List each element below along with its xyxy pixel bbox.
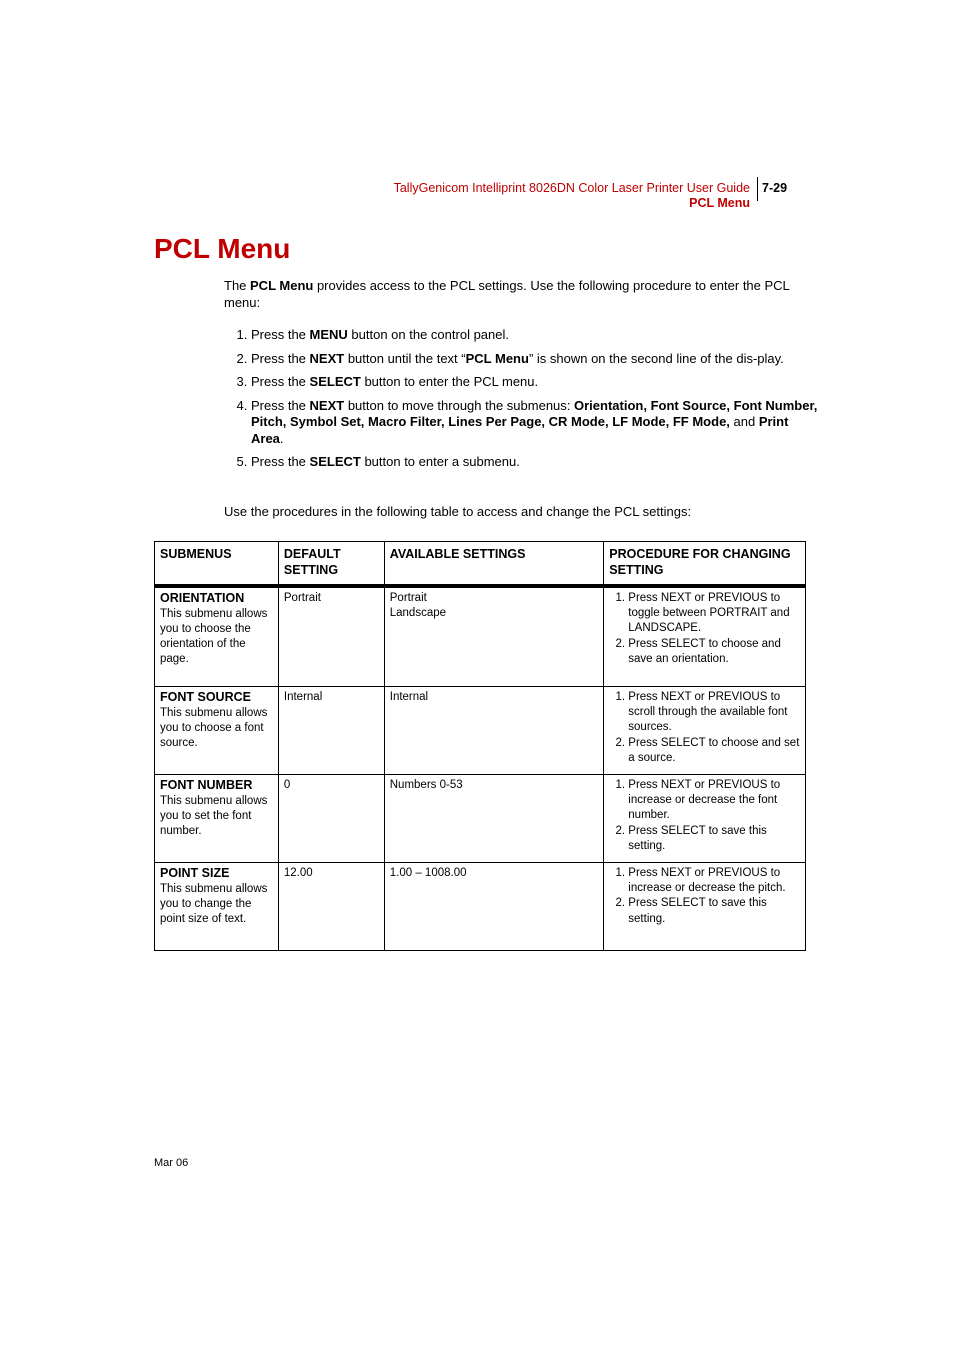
default-cell: 0 — [278, 775, 384, 863]
header-submenus: SUBMENUS — [155, 542, 279, 587]
default-cell: Internal — [278, 687, 384, 775]
procedure-step: 2. Press SELECT to choose and save an orientation. — [628, 637, 800, 667]
page-title: PCL Menu — [154, 233, 291, 264]
procedure-step: 2. Press SELECT to save this setting. — [628, 896, 800, 926]
available-value: Portrait — [389, 592, 427, 604]
available-cell — [384, 687, 604, 775]
available-value: Numbers 0-53 — [389, 779, 463, 791]
step-item: 4. Press the NEXT button to move through the submenus: Orientation, Font Source, Font Number, Pitch, Symbol Set, Macro Filter, Lines Per Page, CR Mode, LF Mode, FF Mode, and Print Area. — [251, 398, 821, 448]
step-item: 5. Press the SELECT button to enter a submenu. — [251, 454, 821, 471]
intro-paragraph — [224, 278, 804, 311]
procedure-cell — [604, 687, 806, 775]
page-number: 7-29 — [762, 181, 788, 195]
procedure-cell — [604, 586, 806, 687]
submenu-name: FONT SOURCE — [160, 690, 251, 704]
default-cell: 12.00 — [278, 863, 384, 951]
default-cell: Portrait — [278, 586, 384, 687]
running-header-section: PCL Menu — [689, 196, 750, 210]
header-procedure: PROCEDURE FOR CHANGING SETTING — [604, 542, 806, 587]
step-item: 1. Press the MENU button on the control panel. — [251, 327, 821, 344]
table-row — [155, 863, 806, 951]
footer-date: Mar 06 — [154, 1157, 189, 1169]
intro-bold: PCL Menu — [250, 278, 314, 293]
available-value: Internal — [389, 691, 429, 703]
submenu-description: This submenu allows you to set the font number. — [160, 794, 268, 837]
intro-text: The — [224, 278, 251, 293]
submenu-name: ORIENTATION — [160, 591, 245, 605]
submenu-cell — [155, 775, 279, 863]
procedure-steps — [224, 327, 821, 478]
procedure-step: 1. Press NEXT or PREVIOUS to toggle between PORTRAIT and LANDSCAPE. — [628, 591, 800, 637]
available-cell — [384, 586, 604, 687]
table-intro: Use the procedures in the following table to access and change the PCL settings: — [224, 504, 692, 519]
header-available-settings: AVAILABLE SETTINGS — [384, 542, 604, 587]
submenu-description: This submenu allows you to choose a font source. — [160, 706, 268, 749]
running-header-guide-title: TallyGenicom Intelliprint 8026DN Color Laser Printer User Guide — [393, 181, 750, 195]
header-divider — [757, 177, 758, 201]
procedure-cell — [604, 775, 806, 863]
step-item: 2. Press the NEXT button until the text “PCL Menu” is shown on the second line of the dis-play. — [251, 351, 821, 368]
procedure-step: 1. Press NEXT or PREVIOUS to increase or decrease the pitch. — [628, 866, 800, 896]
available-value: 1.00 – 1008.00 — [389, 867, 467, 879]
submenu-cell — [155, 586, 279, 687]
available-value: Landscape — [389, 607, 447, 620]
intro-text: provides access to the PCL settings. Use the following procedure to enter the PCL menu: — [224, 278, 790, 310]
submenu-name: FONT NUMBER — [160, 778, 253, 792]
pcl-settings-table — [154, 541, 806, 951]
available-cell — [384, 863, 604, 951]
procedure-step: 1. Press NEXT or PREVIOUS to increase or decrease the font number. — [628, 778, 800, 824]
header-default-setting: DEFAULT SETTING — [278, 542, 384, 587]
submenu-description: This submenu allows you to change the point size of text. — [160, 882, 268, 925]
submenu-cell — [155, 863, 279, 951]
submenu-description: This submenu allows you to choose the orientation of the page. — [160, 607, 268, 666]
step-item: 3. Press the SELECT button to enter the PCL menu. — [251, 374, 821, 391]
table-header-row — [155, 542, 806, 587]
procedure-cell — [604, 863, 806, 951]
submenu-name: POINT SIZE — [160, 866, 230, 880]
procedure-step: 2. Press SELECT to choose and set a source. — [628, 736, 800, 766]
available-cell — [384, 775, 604, 863]
table-row — [155, 687, 806, 775]
table-row — [155, 586, 806, 687]
procedure-step: 2. Press SELECT to save this setting. — [628, 824, 800, 854]
table-row — [155, 775, 806, 863]
procedure-step: 1. Press NEXT or PREVIOUS to scroll through the available font sources. — [628, 690, 800, 736]
submenu-cell — [155, 687, 279, 775]
